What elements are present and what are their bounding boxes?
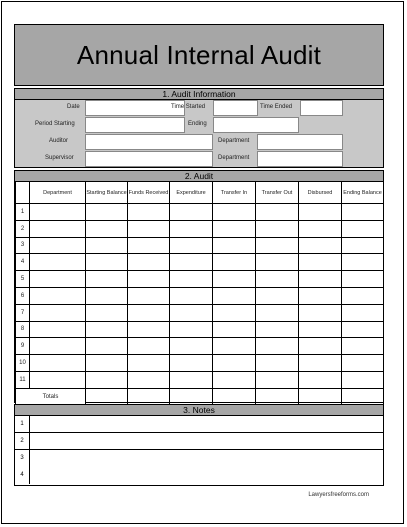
totals-cell[interactable] [128, 388, 170, 405]
table-cell[interactable] [256, 271, 299, 288]
table-cell[interactable] [86, 220, 128, 237]
department-1-field[interactable] [257, 134, 343, 150]
audit-table [15, 181, 384, 406]
table-cell[interactable] [170, 220, 213, 237]
column-header: Expenditure [170, 182, 213, 204]
table-row [16, 321, 384, 338]
table-cell[interactable] [128, 204, 170, 221]
table-row [16, 338, 384, 355]
table-cell[interactable] [256, 287, 299, 304]
table-cell[interactable] [30, 237, 86, 254]
table-cell[interactable] [30, 371, 86, 388]
totals-cell[interactable] [256, 388, 299, 405]
table-cell[interactable] [128, 321, 170, 338]
page-title: Annual Internal Audit [76, 39, 322, 70]
table-cell[interactable] [213, 254, 256, 271]
table-cell[interactable] [86, 287, 128, 304]
table-cell[interactable] [342, 287, 384, 304]
table-cell[interactable] [86, 338, 128, 355]
column-header: Starting Balance [86, 182, 128, 204]
table-cell[interactable] [299, 237, 342, 254]
section-3-heading: 3. Notes [15, 405, 383, 416]
table-cell[interactable] [299, 321, 342, 338]
table-cell[interactable] [170, 204, 213, 221]
table-cell[interactable] [128, 287, 170, 304]
table-cell[interactable] [30, 338, 86, 355]
table-cell[interactable] [342, 271, 384, 288]
supervisor-label: Supervisor [45, 155, 74, 161]
table-cell[interactable] [128, 237, 170, 254]
row-number: 10 [16, 355, 30, 372]
table-cell[interactable] [213, 371, 256, 388]
table-row [16, 355, 384, 372]
table-cell[interactable] [299, 287, 342, 304]
table-cell[interactable] [86, 254, 128, 271]
table-cell[interactable] [170, 254, 213, 271]
notes-row-number-group [15, 450, 30, 484]
table-cell[interactable] [256, 220, 299, 237]
table-cell[interactable] [128, 220, 170, 237]
table-cell[interactable] [299, 271, 342, 288]
table-cell[interactable] [213, 304, 256, 321]
ending-field[interactable] [213, 117, 299, 133]
table-cell[interactable] [256, 237, 299, 254]
table-row [16, 271, 384, 288]
department-2-field[interactable] [257, 151, 343, 167]
table-cell[interactable] [170, 355, 213, 372]
column-header: Department [30, 182, 86, 204]
table-cell[interactable] [170, 304, 213, 321]
totals-cell[interactable] [342, 388, 384, 405]
table-cell[interactable] [299, 254, 342, 271]
table-cell[interactable] [342, 355, 384, 372]
table-cell[interactable] [86, 304, 128, 321]
totals-cell[interactable] [170, 388, 213, 405]
notes-row-number: 2 [15, 433, 30, 449]
auditor-label: Auditor [49, 138, 69, 144]
notes-section [14, 404, 384, 486]
table-cell[interactable] [170, 321, 213, 338]
table-cell[interactable] [213, 321, 256, 338]
row-number: 9 [16, 338, 30, 355]
totals-cell[interactable] [213, 388, 256, 405]
table-cell[interactable] [170, 237, 213, 254]
time-ended-label: Time Ended [260, 104, 293, 110]
notes-row[interactable] [15, 450, 383, 484]
column-header: Disbursed [299, 182, 342, 204]
table-cell[interactable] [342, 254, 384, 271]
table-cell[interactable] [256, 355, 299, 372]
table-cell[interactable] [299, 371, 342, 388]
table-cell[interactable] [170, 287, 213, 304]
table-cell[interactable] [86, 371, 128, 388]
table-cell[interactable] [342, 338, 384, 355]
table-cell[interactable] [256, 321, 299, 338]
table-row [16, 204, 384, 221]
time-started-label: Time Started [171, 104, 206, 110]
table-cell[interactable] [170, 371, 213, 388]
table-cell[interactable] [342, 237, 384, 254]
table-row [16, 371, 384, 388]
table-cell[interactable] [299, 338, 342, 355]
table-cell[interactable] [128, 254, 170, 271]
notes-row-number: 4 [20, 472, 24, 478]
table-cell[interactable] [299, 304, 342, 321]
table-cell[interactable] [342, 371, 384, 388]
department-1-label: Department [218, 138, 250, 144]
row-number-header [16, 182, 30, 204]
column-header: Transfer In [213, 182, 256, 204]
row-number: 3 [16, 237, 30, 254]
table-cell[interactable] [256, 304, 299, 321]
row-number: 11 [16, 371, 30, 388]
table-cell[interactable] [213, 271, 256, 288]
totals-label: Totals [16, 388, 86, 405]
table-cell[interactable] [299, 220, 342, 237]
table-cell[interactable] [30, 220, 86, 237]
table-cell[interactable] [128, 355, 170, 372]
table-cell[interactable] [213, 287, 256, 304]
ending-label: Ending [188, 121, 207, 127]
footer-website: Lawyersfreeforms.com [308, 492, 369, 498]
auditor-field[interactable] [85, 134, 213, 150]
notes-row[interactable] [15, 433, 383, 450]
table-cell[interactable] [213, 338, 256, 355]
table-cell[interactable] [30, 321, 86, 338]
row-number: 6 [16, 287, 30, 304]
totals-cell[interactable] [299, 388, 342, 405]
table-row [16, 287, 384, 304]
table-cell[interactable] [170, 338, 213, 355]
row-number: 2 [16, 220, 30, 237]
title-banner [14, 24, 384, 86]
table-cell[interactable] [30, 254, 86, 271]
time-started-field[interactable] [213, 100, 258, 116]
table-cell[interactable] [30, 204, 86, 221]
table-cell[interactable] [86, 271, 128, 288]
audit-information-section [14, 88, 384, 168]
table-cell[interactable] [30, 287, 86, 304]
notes-row-number: 1 [15, 416, 30, 432]
table-cell[interactable] [342, 220, 384, 237]
section-2-heading: 2. Audit [15, 171, 383, 182]
table-cell[interactable] [299, 204, 342, 221]
time-ended-field[interactable] [300, 100, 343, 116]
table-cell[interactable] [30, 271, 86, 288]
row-number: 5 [16, 271, 30, 288]
column-header: Funds Received [128, 182, 170, 204]
table-cell[interactable] [256, 338, 299, 355]
row-number: 7 [16, 304, 30, 321]
table-cell[interactable] [256, 371, 299, 388]
notes-row[interactable] [15, 416, 383, 433]
table-row [16, 304, 384, 321]
table-cell[interactable] [30, 304, 86, 321]
table-row [16, 254, 384, 271]
supervisor-field[interactable] [85, 151, 213, 167]
date-field[interactable] [85, 100, 185, 116]
table-cell[interactable] [30, 355, 86, 372]
table-cell[interactable] [86, 237, 128, 254]
table-cell[interactable] [86, 204, 128, 221]
table-cell[interactable] [256, 204, 299, 221]
table-cell[interactable] [256, 254, 299, 271]
table-cell[interactable] [342, 304, 384, 321]
table-cell[interactable] [213, 355, 256, 372]
row-number: 8 [16, 321, 30, 338]
table-cell[interactable] [128, 338, 170, 355]
table-cell[interactable] [213, 237, 256, 254]
date-label: Date [67, 104, 80, 110]
notes-row-number: 3 [20, 455, 24, 461]
table-row [16, 237, 384, 254]
section-1-heading: 1. Audit Information [15, 89, 383, 100]
period-starting-field[interactable] [85, 117, 185, 133]
table-cell[interactable] [86, 321, 128, 338]
audit-section [14, 170, 384, 403]
table-cell[interactable] [342, 204, 384, 221]
totals-cell[interactable] [86, 388, 128, 405]
row-number: 4 [16, 254, 30, 271]
column-header: Ending Balance [342, 182, 384, 204]
table-cell[interactable] [128, 304, 170, 321]
table-cell[interactable] [213, 220, 256, 237]
table-row [16, 220, 384, 237]
table-cell[interactable] [170, 271, 213, 288]
table-cell[interactable] [128, 371, 170, 388]
table-cell[interactable] [299, 355, 342, 372]
table-cell[interactable] [213, 204, 256, 221]
totals-row [16, 388, 384, 405]
department-2-label: Department [218, 155, 250, 161]
column-header: Transfer Out [256, 182, 299, 204]
table-cell[interactable] [342, 321, 384, 338]
table-cell[interactable] [86, 355, 128, 372]
row-number: 1 [16, 204, 30, 221]
table-cell[interactable] [128, 271, 170, 288]
period-starting-label: Period Starting [35, 121, 75, 127]
